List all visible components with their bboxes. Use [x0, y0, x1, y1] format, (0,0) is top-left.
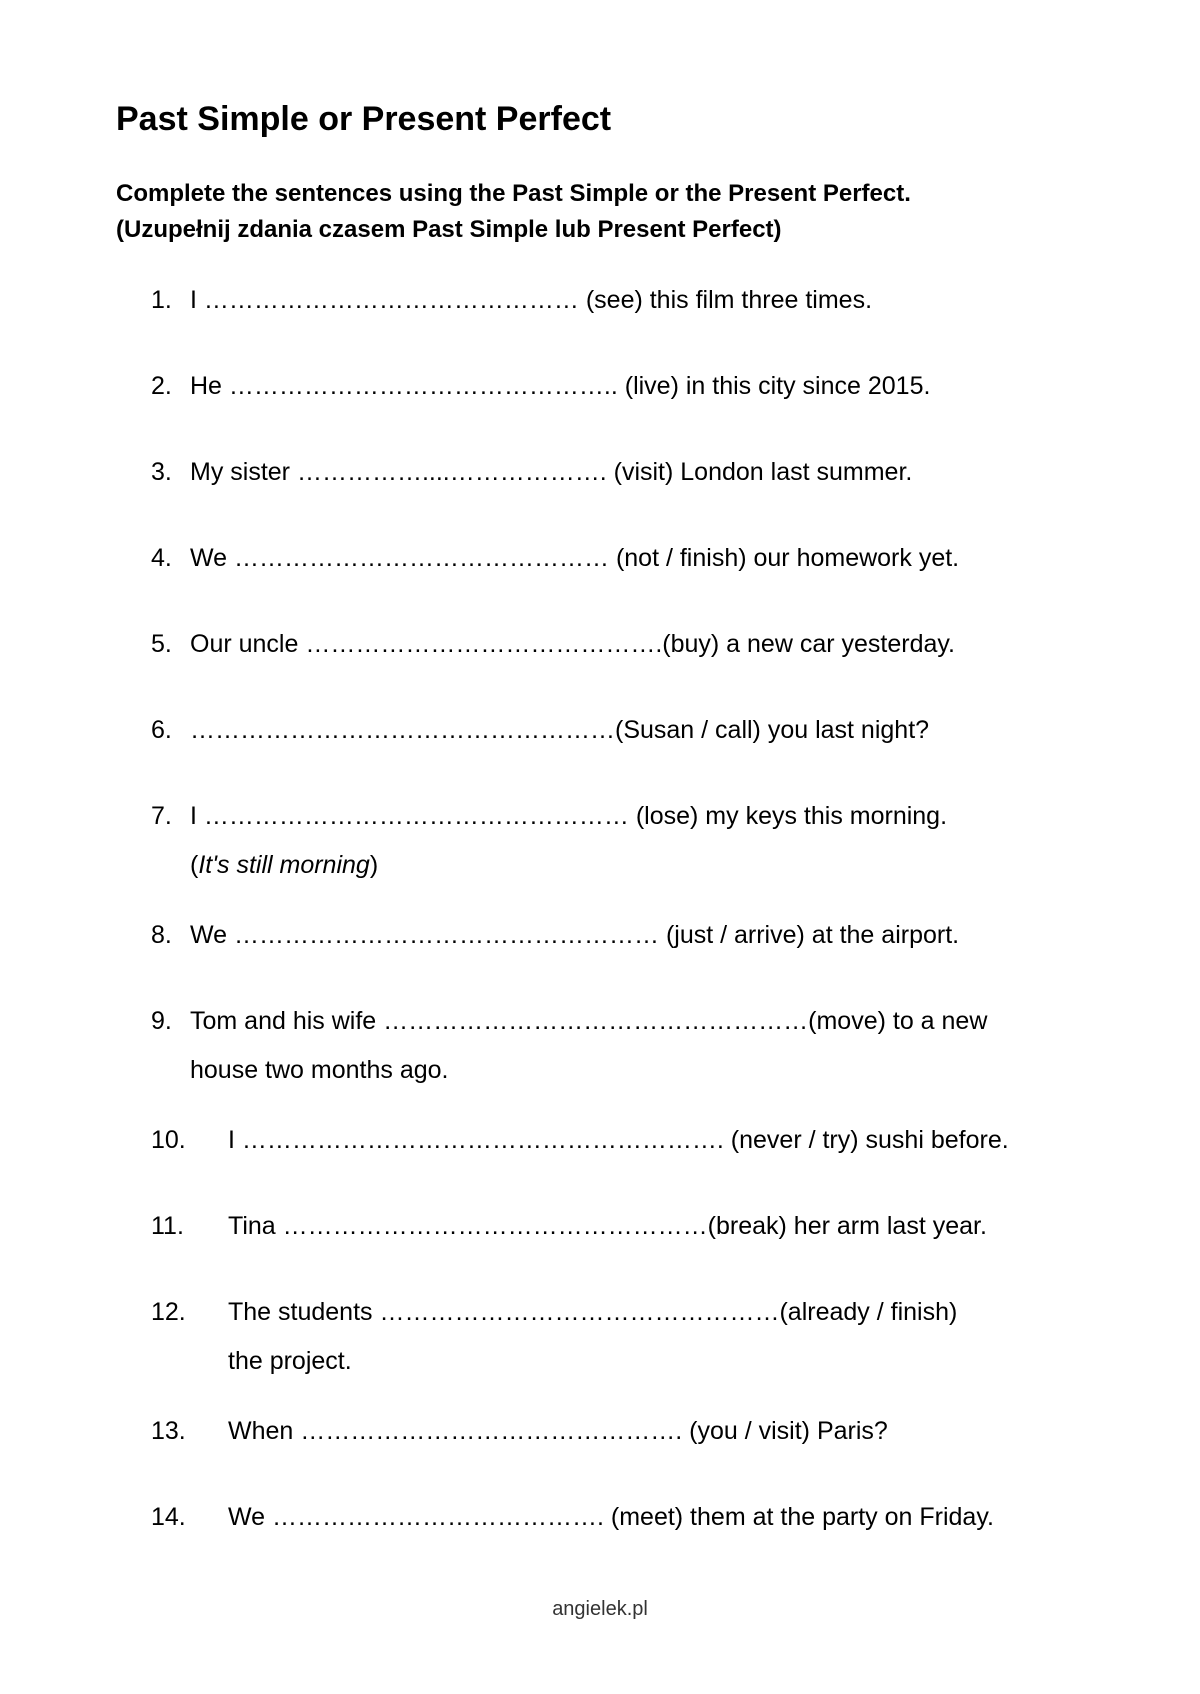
item-sentence: We …………………………………. (meet) them at the party on Friday. — [228, 1503, 994, 1531]
item-number: 4. — [151, 544, 172, 572]
item-number: 6. — [151, 716, 172, 744]
item-number: 10. — [151, 1126, 186, 1154]
item-continuation: house two months ago. — [190, 1056, 449, 1084]
instructions — [116, 176, 911, 248]
item-note: (It's still morning) — [190, 851, 379, 879]
instructions-english: Complete the sentences using the Past Simple or the Present Perfect. — [116, 180, 911, 207]
item-number: 9. — [151, 1007, 172, 1035]
item-sentence: Tom and his wife ……………………………………………(move) to a new — [190, 1007, 988, 1035]
page-title: Past Simple or Present Perfect — [116, 100, 612, 138]
item-sentence: I …………………………………………… (lose) my keys this morning. — [190, 802, 948, 830]
item-number: 2. — [151, 372, 172, 400]
item-number: 3. — [151, 458, 172, 486]
item-sentence: We ……………………………………… (not / finish) our homework yet. — [190, 544, 960, 572]
item-number: 7. — [151, 802, 172, 830]
item-sentence: I …………………………………………………. (never / try) sushi before. — [228, 1126, 1009, 1154]
item-sentence: I ……………………………………… (see) this film three times. — [190, 286, 873, 314]
footer-source: angielek.pl — [552, 1598, 648, 1620]
item-sentence: The students …………………………………………(already / finish) — [228, 1298, 958, 1326]
item-number: 5. — [151, 630, 172, 658]
item-number: 14. — [151, 1503, 186, 1531]
item-sentence: We …………………………………………… (just / arrive) at the airport. — [190, 921, 960, 949]
instructions-polish: (Uzupełnij zdania czasem Past Simple lub Present Perfect) — [116, 216, 782, 243]
item-sentence: Tina ……………………………………………(break) her arm last year. — [228, 1212, 987, 1240]
item-sentence: Our uncle …………………………………….(buy) a new car yesterday. — [190, 630, 955, 658]
item-number: 8. — [151, 921, 172, 949]
item-sentence: When ………………………………………. (you / visit) Paris? — [228, 1417, 888, 1445]
item-sentence: He ……………………………………….. (live) in this city since 2015. — [190, 372, 931, 400]
item-number: 12. — [151, 1298, 186, 1326]
item-number: 1. — [151, 286, 172, 314]
item-number: 13. — [151, 1417, 186, 1445]
item-sentence: ……………………………………………(Susan / call) you last night? — [190, 716, 930, 744]
item-continuation: the project. — [228, 1347, 352, 1375]
item-sentence: My sister ……………....………………. (visit) London last summer. — [190, 458, 913, 486]
item-number: 11. — [151, 1212, 184, 1240]
